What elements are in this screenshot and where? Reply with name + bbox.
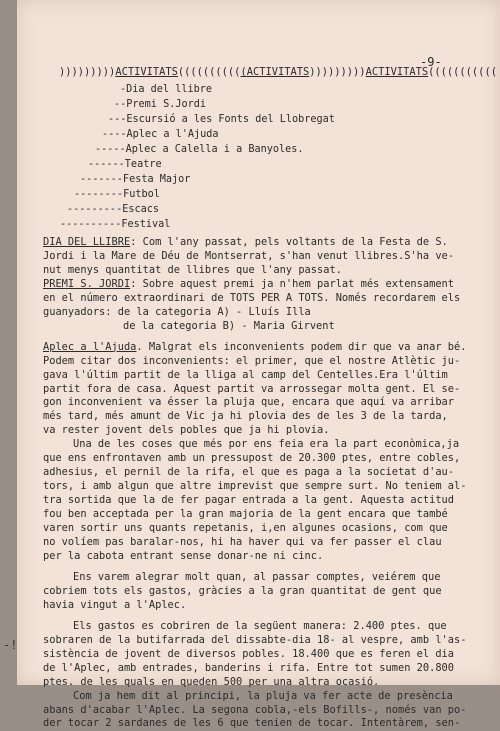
text-line: no volíem pas baralar-nos, hi ha haver qui va fer passer el clau xyxy=(43,536,442,549)
paragraph-economia xyxy=(43,438,471,564)
margin-mark: -! xyxy=(3,638,18,652)
index-item: --------Futbol xyxy=(74,189,160,200)
text-line: : Sobre aquest premi ja n'hem parlat més extensament xyxy=(130,277,455,290)
index-item: -----Aplec a Calella i a Banyoles. xyxy=(95,144,304,155)
text-line: per la cabota entrant sense donar-ne ni cinc. xyxy=(43,549,324,562)
text-line: Els gastos es cobriren de la següent manera: 2.400 ptes. que xyxy=(73,619,447,632)
index-item: -------Festa Major xyxy=(80,174,191,185)
text-line: tra sortida que la de fer pagar entrada a la gent. Aquesta actitud xyxy=(43,494,455,507)
text-line: que ens enfrontaven amb un pressupost de 20.300 ptes, entre cobles, xyxy=(43,452,461,465)
header-parens: (((((((((( xyxy=(177,66,241,78)
header-parens: ))))))))) xyxy=(59,66,116,78)
text-line: partit fora de casa. Aquest partit va arrossegar molta gent. El se- xyxy=(43,382,461,395)
text-line: abans d'acabar l'Aplec. La segona cobla,-els Bofills-, només van po- xyxy=(43,703,467,716)
text-line: sistència de jovent de diversos pobles. 18.400 que es feren el dia xyxy=(43,647,455,660)
text-line: adhesius, el pernil de la rifa, el que es paga a la societat d'au- xyxy=(43,466,455,479)
text-line: tors, i amb algun que altre imprevist que sempre surt. No teniem al- xyxy=(43,480,467,493)
header-keyword: ACTIVITATS xyxy=(365,66,429,78)
index-item: ------Teatre xyxy=(88,159,162,170)
page-number: -9- xyxy=(420,55,442,69)
index-item: -Dia del llibre xyxy=(120,84,213,95)
index-item: ---Escursió a les Fonts del Llobregat xyxy=(108,114,335,125)
text-line: de l'Aplec, amb entrades, banderins i rifa. Entre tot sumen 20.800 xyxy=(43,661,455,674)
text-line: Jordi i la Mare de Déu de Montserrat, s'han venut llibres.S'ha ve- xyxy=(43,249,455,262)
text-line: Podem citar dos inconvenients: el primer, que el nostre Atlètic ju- xyxy=(43,354,461,367)
index-item: ----------Festival xyxy=(60,219,171,230)
section-dia-del-llibre xyxy=(43,236,471,278)
text-line: més tard, més amunt de Vic ja hi plovia des de les 3 de la tarda, xyxy=(43,410,448,423)
text-line: gon inconvenient va ésser la pluja que, encara que aquí va arribar xyxy=(43,396,455,409)
text-line: ptes. de les quals en queden 500 per una altra ocasió. xyxy=(43,675,380,688)
header-parens: ((((((((((( xyxy=(428,66,497,78)
article-body xyxy=(43,236,471,731)
text-line: varen sortir uns quants repetanis, i,en algunes ocasions, com que xyxy=(43,522,448,535)
text-line: havia vingut a l'Aplec. xyxy=(43,598,187,611)
text-line: fou ben acceptada per la gran majoria de la gent encara que també xyxy=(43,508,448,521)
text-line: sobraren de la butifarrada del dissabte-dia 18- al vespre, amb l'as- xyxy=(43,633,467,646)
header-parens: ))))))))) xyxy=(309,66,366,78)
section-aplec-ajuda xyxy=(43,341,471,439)
paragraph-comptes xyxy=(43,571,471,613)
text-line: : Com l'any passat, pels voltants de la Festa de S. xyxy=(130,236,448,248)
text-line: gava l'últim partit de la lliga al camp del Centelles.Era l'últim xyxy=(43,368,448,381)
index-item: ---------Escacs xyxy=(67,204,160,215)
paragraph-pluja xyxy=(43,690,471,731)
text-line: en el número extraordinari de TOTS PER A TOTS. Només recordarem els xyxy=(43,291,461,304)
text-line: va rester jovent dels pobles que ja hi plovia. xyxy=(43,424,330,437)
text-line: de la categoria B) - Maria Girvent xyxy=(123,319,335,332)
text-line: Una de les coses que més por ens feia era la part econòmica,ja xyxy=(73,438,460,451)
text-line: . Malgrat els inconvenients podem dir que va anar bé. xyxy=(136,340,467,353)
activitats-header xyxy=(59,66,497,78)
section-label: PREMI S. JORDI xyxy=(43,277,131,290)
section-premi-s-jordi xyxy=(43,278,471,334)
header-keyword: ACTIVITATS xyxy=(115,66,178,78)
text-line: guanyadors: de la categoria A) - Lluís Illa xyxy=(43,305,311,318)
header-keyword: (ACTIVITATS xyxy=(240,66,310,78)
text-line: Com ja hem dit al principi, la pluja va fer acte de presència xyxy=(73,689,453,702)
text-line: Ens varem alegrar molt quan, al passar comptes, veiérem que xyxy=(73,570,441,583)
paragraph-gastos xyxy=(43,620,471,690)
text-line: cobriem tots els gastos, gràcies a la gran quantitat de gent que xyxy=(43,584,442,597)
text-line: der tocar 2 sardanes de les 6 que tenien de tocar. Intentàrem, sen- xyxy=(43,717,461,730)
section-label: Aplec a l'Ajuda xyxy=(43,340,137,353)
text-line: nut menys quantitat de llibres que l'any passat. xyxy=(43,263,342,276)
section-label: DIA DEL LLIBRE xyxy=(43,236,131,248)
index-item: --Premi S.Jordi xyxy=(114,99,207,110)
index-item: ----Aplec a l'Ajuda xyxy=(102,129,219,140)
